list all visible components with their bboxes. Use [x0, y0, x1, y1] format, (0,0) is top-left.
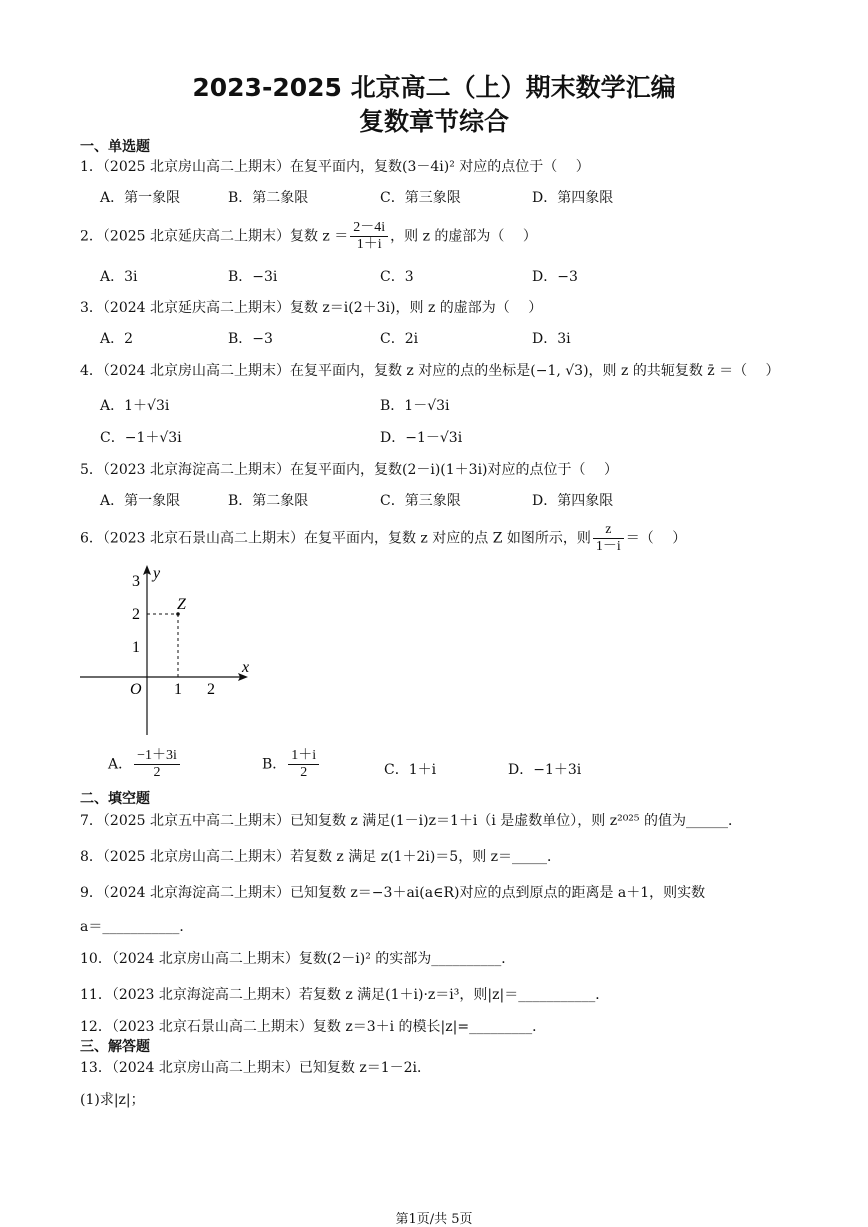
q6-fraction: [593, 522, 624, 555]
section-heading-solution: 三、解答题: [80, 1039, 150, 1055]
q6-option-b-numerator: 1＋i: [288, 748, 319, 765]
question-8: 8．（2025 北京房山高二上期末）若复数 z 满足 z(1＋2i)＝5，则 z＝_____．: [80, 849, 562, 865]
q1-option-a: A．第一象限: [100, 190, 181, 206]
x-axis-label: x: [242, 659, 250, 676]
q5-option-a: A．第一象限: [100, 493, 181, 509]
q2-denominator: 1＋i: [356, 237, 382, 252]
q6-suffix: ＝（ ）: [625, 530, 687, 547]
q5-option-b: B．第二象限: [228, 493, 309, 509]
x-tick-2: 2: [207, 681, 215, 698]
complex-plane-figure: [70, 560, 270, 745]
question-13-part-1: (1)求|z|；: [80, 1092, 145, 1108]
question-4: 4．（2024 北京房山高二上期末）在复平面内，复数 z 对应的点的坐标是(−1, √3)，则 z 的共轭复数 z̄ ＝（ ）: [80, 363, 780, 379]
q6-option-c: C．1＋i: [384, 762, 437, 778]
q5-option-c: C．第三象限: [380, 493, 461, 509]
question-6: [80, 522, 686, 555]
page-title: 2023-2025 北京高二（上）期末数学汇编: [192, 73, 676, 102]
q3-option-b: B．−3: [228, 331, 273, 347]
question-1: 1．（2025 北京房山高二上期末）在复平面内，复数(3－4i)² 对应的点位于（ ）: [80, 159, 590, 175]
q4-option-d: D．−1－√3i: [380, 430, 463, 446]
x-tick-1: 1: [174, 681, 182, 698]
q6-option-a-denominator: 2: [153, 765, 161, 780]
q2-numerator: 2－4i: [350, 220, 388, 237]
section-heading-single-choice: 一、单选题: [80, 139, 150, 155]
q5-option-d: D．第四象限: [532, 493, 614, 509]
q3-option-d: D．3i: [532, 331, 571, 347]
question-3: 3．（2024 北京延庆高二上期末）复数 z＝i(2＋3i)，则 z 的虚部为（ ）: [80, 300, 543, 316]
y-axis-label: y: [153, 565, 161, 582]
q6-denominator: 1－i: [595, 539, 621, 554]
question-7: 7．（2025 北京五中高二上期末）已知复数 z 满足(1－i)z＝1＋i（i 是虚数单位），则 z²⁰²⁵ 的值为______．: [80, 813, 742, 829]
q3-option-a: A．2: [100, 331, 134, 347]
q6-option-b-fraction: [288, 748, 319, 781]
q1-option-c: C．第三象限: [380, 190, 461, 206]
question-9: 9．（2024 北京海淀高二上期末）已知复数 z＝−3＋ai(a∈R)对应的点到原点的距离是 a＋1，则实数: [80, 885, 706, 901]
q6-option-d: D．−1＋3i: [508, 762, 582, 778]
q4-option-a: A．1＋√3i: [100, 398, 170, 414]
q2-suffix: ，则 z 的虚部为（ ）: [390, 228, 537, 245]
q2-option-c: C．3: [380, 269, 414, 285]
question-11: 11．（2023 北京海淀高二上期末）若复数 z 满足(1＋i)·z＝i³，则|z|＝___________．: [80, 987, 610, 1003]
q6-option-b: [262, 748, 321, 781]
y-tick-1: 1: [132, 639, 140, 656]
q6-option-b-label: B．: [262, 756, 287, 773]
q3-option-c: C．2i: [380, 331, 419, 347]
q6-prefix: 6．（2023 北京石景山高二上期末）在复平面内，复数 z 对应的点 Z 如图所示，则: [80, 530, 591, 547]
q6-option-b-denominator: 2: [300, 765, 308, 780]
question-12: 12．（2023 北京石景山高二上期末）复数 z＝3＋i 的模长|z|=_________．: [80, 1019, 547, 1035]
q1-option-b: B．第二象限: [228, 190, 309, 206]
question-5: 5．（2023 北京海淀高二上期末）在复平面内，复数(2－i)(1＋3i)对应的点位于（ ）: [80, 462, 618, 478]
question-10: 10．（2024 北京房山高二上期末）复数(2－i)² 的实部为__________．: [80, 951, 516, 967]
q6-option-a-numerator: −1＋3i: [134, 748, 180, 765]
question-9-continuation: a＝___________．: [80, 919, 194, 935]
q6-option-a-label: A．: [108, 756, 133, 773]
y-tick-3: 3: [132, 573, 140, 590]
q6-numerator: z: [593, 522, 624, 539]
question-2: [80, 220, 537, 253]
q2-prefix: 2．（2025 北京延庆高二上期末）复数 z ＝: [80, 228, 349, 245]
q2-option-b: B．−3i: [228, 269, 278, 285]
q4-option-c: C．−1＋√3i: [100, 430, 182, 446]
page-footer: 第1页/共 5页: [395, 1212, 473, 1227]
y-tick-2: 2: [132, 606, 140, 623]
q4-option-b: B．1－√3i: [380, 398, 450, 414]
q1-option-d: D．第四象限: [532, 190, 614, 206]
q2-fraction: [350, 220, 388, 253]
question-13: 13．（2024 北京房山高二上期末）已知复数 z＝1－2i．: [80, 1060, 432, 1076]
section-heading-fill-blank: 二、填空题: [80, 791, 150, 807]
q6-option-a-fraction: [134, 748, 180, 781]
q6-option-a: [108, 748, 182, 781]
point-z-label: Z: [177, 596, 186, 613]
origin-label: O: [130, 681, 142, 698]
q2-option-d: D．−3: [532, 269, 578, 285]
page-subtitle: 复数章节综合: [358, 107, 509, 136]
q2-option-a: A．3i: [100, 269, 138, 285]
